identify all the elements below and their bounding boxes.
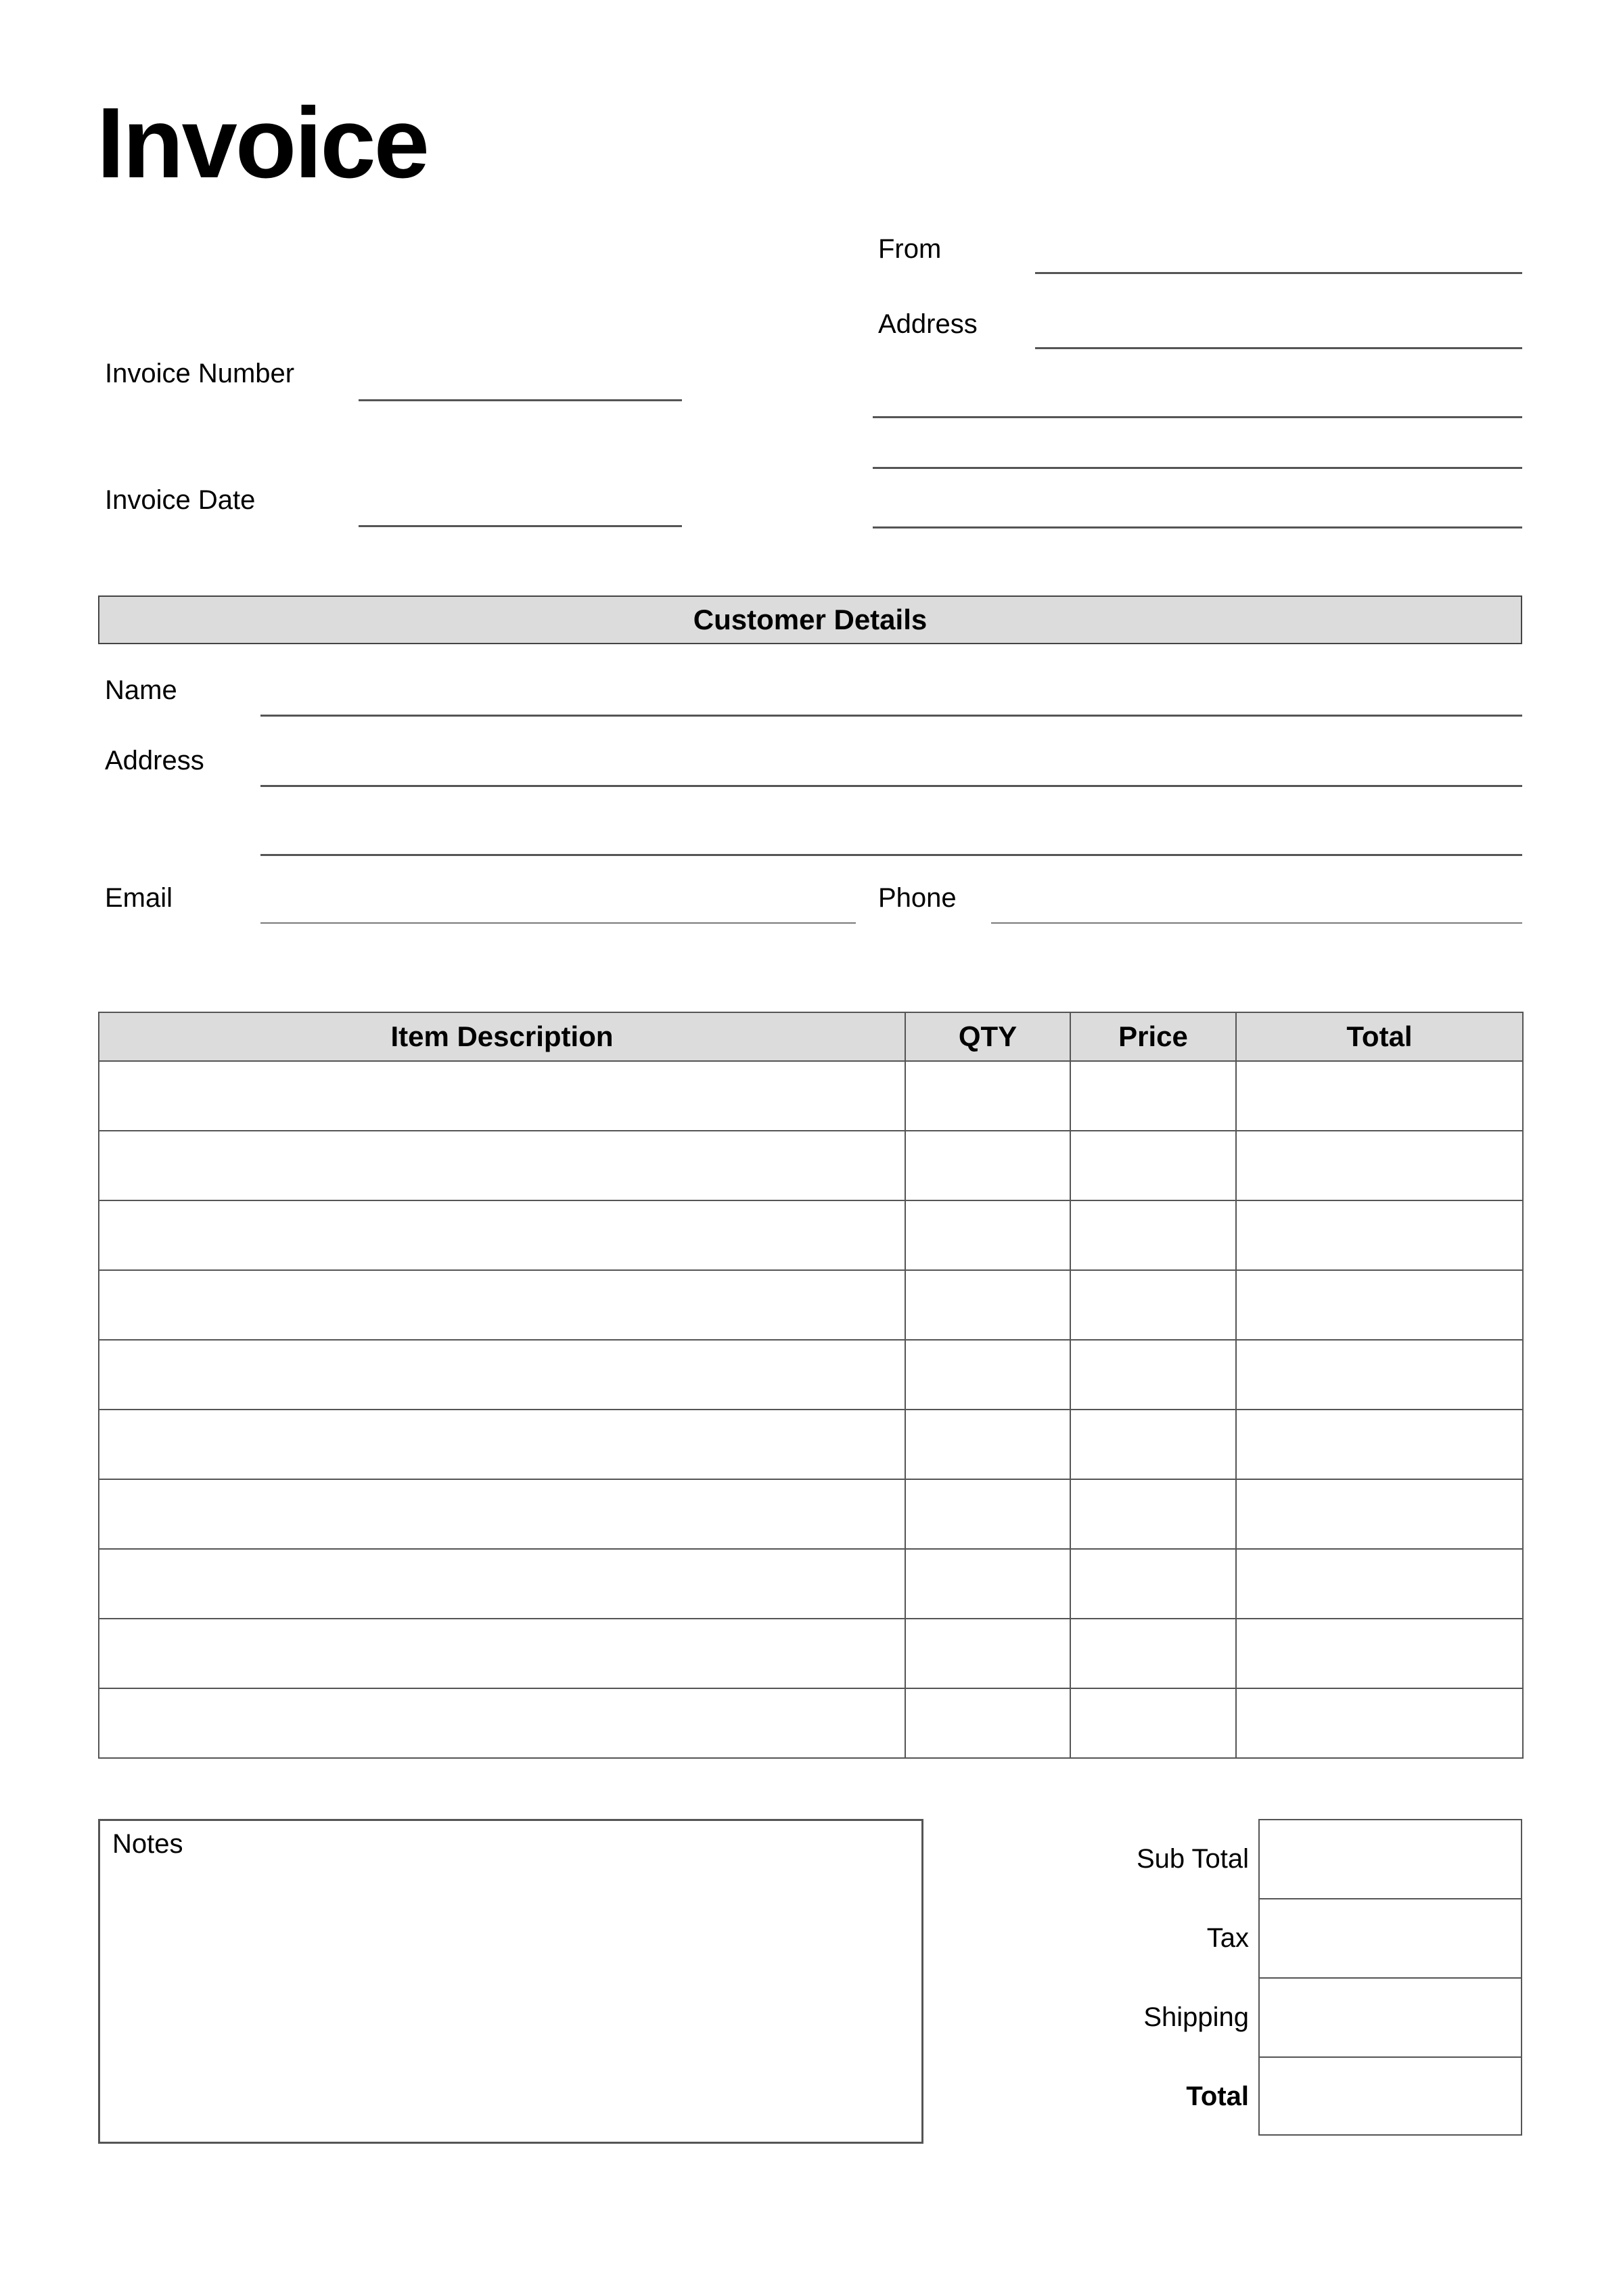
customer-phone-input[interactable] [991, 922, 1522, 924]
cell-item-description[interactable] [99, 1619, 905, 1688]
totals-label-total: Total [1186, 2081, 1249, 2111]
customer-name-input[interactable] [260, 715, 1522, 717]
cell-price[interactable] [1070, 1688, 1236, 1758]
cell-price[interactable] [1070, 1619, 1236, 1688]
column-header-total: Total [1236, 1012, 1523, 1061]
table-row [99, 1131, 1523, 1200]
cell-qty[interactable] [905, 1200, 1070, 1270]
cell-price[interactable] [1070, 1479, 1236, 1549]
customer-phone-label: Phone [878, 883, 957, 913]
cell-price[interactable] [1070, 1410, 1236, 1479]
cell-qty[interactable] [905, 1619, 1070, 1688]
items-table-header-row [99, 1012, 1523, 1061]
page-title: Invoice [97, 87, 428, 199]
totals-label-tax: Tax [1206, 1922, 1249, 1953]
cell-price[interactable] [1070, 1549, 1236, 1619]
cell-total[interactable] [1236, 1340, 1523, 1410]
table-row [99, 1619, 1523, 1688]
cell-total[interactable] [1236, 1479, 1523, 1549]
cell-qty[interactable] [905, 1270, 1070, 1340]
table-row [99, 1688, 1523, 1758]
cell-price[interactable] [1070, 1200, 1236, 1270]
from-label: From [878, 234, 942, 264]
table-row [99, 1549, 1523, 1619]
cell-item-description[interactable] [99, 1131, 905, 1200]
cell-qty[interactable] [905, 1061, 1070, 1131]
customer-email-input[interactable] [260, 922, 856, 924]
customer-address-input-line-1[interactable] [260, 785, 1522, 787]
customer-address-label: Address [105, 746, 204, 775]
customer-name-label: Name [105, 675, 177, 705]
cell-qty[interactable] [905, 1549, 1070, 1619]
table-row [99, 1479, 1523, 1549]
cell-item-description[interactable] [99, 1340, 905, 1410]
invoice-number-label: Invoice Number [105, 359, 295, 388]
from-address-input-line-4[interactable] [873, 526, 1522, 528]
cell-total[interactable] [1236, 1410, 1523, 1479]
totals-input-sub-total[interactable] [1258, 1819, 1522, 1898]
totals-input-total[interactable] [1258, 2056, 1522, 2136]
customer-details-header [98, 595, 1522, 644]
column-header-qty: QTY [905, 1012, 1070, 1061]
cell-qty[interactable] [905, 1131, 1070, 1200]
table-row [99, 1061, 1523, 1131]
items-table [98, 1012, 1524, 1759]
cell-item-description[interactable] [99, 1688, 905, 1758]
column-header-price: Price [1070, 1012, 1236, 1061]
from-address-input-line-2[interactable] [873, 416, 1522, 418]
invoice-date-input[interactable] [359, 525, 682, 527]
cell-item-description[interactable] [99, 1061, 905, 1131]
table-row [99, 1340, 1523, 1410]
cell-price[interactable] [1070, 1340, 1236, 1410]
cell-total[interactable] [1236, 1688, 1523, 1758]
cell-qty[interactable] [905, 1688, 1070, 1758]
cell-price[interactable] [1070, 1131, 1236, 1200]
cell-qty[interactable] [905, 1410, 1070, 1479]
totals-label-sub-total: Sub Total [1136, 1843, 1249, 1874]
totals-row [1082, 1819, 1522, 1898]
from-address-input-line-1[interactable] [1035, 347, 1522, 349]
invoice-number-input[interactable] [359, 399, 682, 401]
cell-price[interactable] [1070, 1270, 1236, 1340]
cell-total[interactable] [1236, 1549, 1523, 1619]
from-address-label: Address [878, 309, 978, 339]
cell-total[interactable] [1236, 1619, 1523, 1688]
table-row [99, 1410, 1523, 1479]
cell-total[interactable] [1236, 1131, 1523, 1200]
notes-box[interactable] [98, 1819, 923, 2144]
table-row [99, 1200, 1523, 1270]
totals-section [1082, 1819, 1522, 2136]
table-row [99, 1270, 1523, 1340]
cell-item-description[interactable] [99, 1410, 905, 1479]
cell-item-description[interactable] [99, 1549, 905, 1619]
cell-item-description[interactable] [99, 1270, 905, 1340]
totals-label-shipping: Shipping [1143, 2002, 1249, 2032]
totals-row [1082, 2056, 1522, 2136]
cell-qty[interactable] [905, 1479, 1070, 1549]
column-header-item-description: Item Description [99, 1012, 905, 1061]
notes-label: Notes [112, 1829, 183, 1859]
customer-email-label: Email [105, 883, 173, 913]
from-address-input-line-3[interactable] [873, 467, 1522, 469]
customer-details-title: Customer Details [693, 604, 928, 635]
cell-total[interactable] [1236, 1270, 1523, 1340]
invoice-date-label: Invoice Date [105, 485, 256, 515]
totals-row [1082, 1898, 1522, 1977]
totals-input-tax[interactable] [1258, 1898, 1522, 1977]
totals-input-shipping[interactable] [1258, 1977, 1522, 2056]
cell-price[interactable] [1070, 1061, 1236, 1131]
cell-total[interactable] [1236, 1200, 1523, 1270]
totals-row [1082, 1977, 1522, 2056]
cell-total[interactable] [1236, 1061, 1523, 1131]
customer-address-input-line-2[interactable] [260, 854, 1522, 856]
cell-item-description[interactable] [99, 1479, 905, 1549]
cell-item-description[interactable] [99, 1200, 905, 1270]
cell-qty[interactable] [905, 1340, 1070, 1410]
from-input[interactable] [1035, 272, 1522, 274]
